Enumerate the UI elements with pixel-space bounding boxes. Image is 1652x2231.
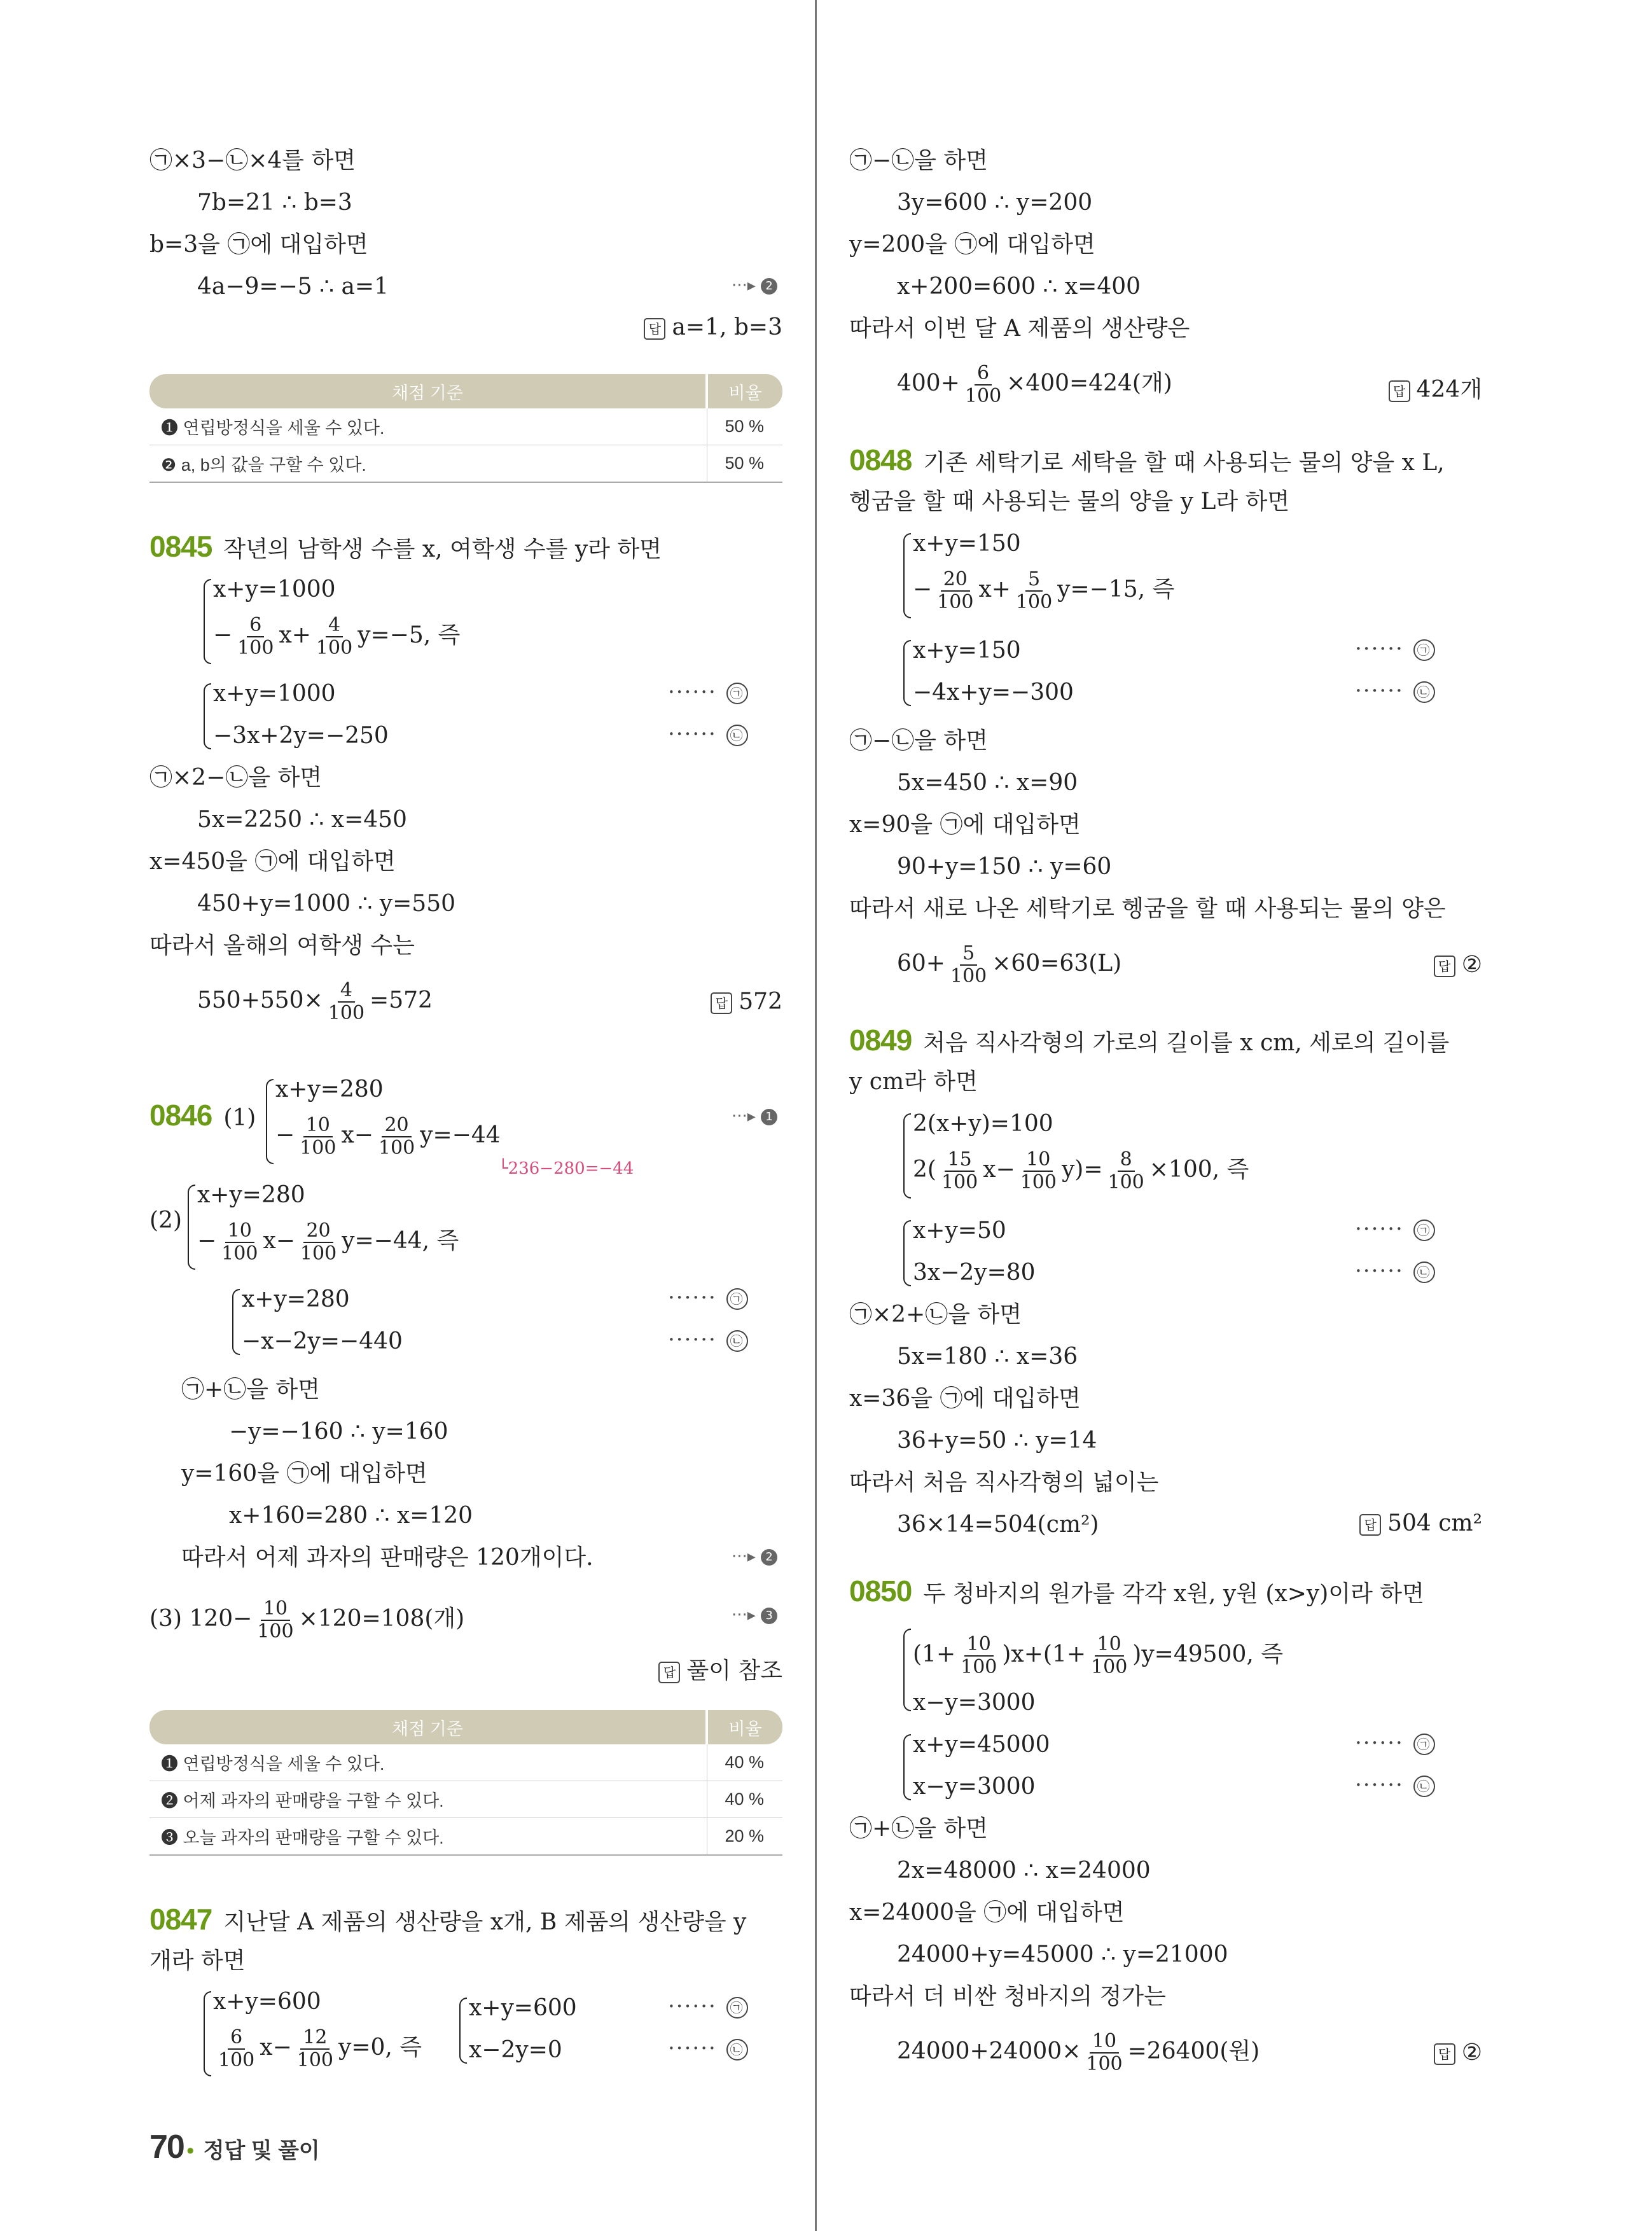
text-line: 5x=180 ∴ x=36 <box>897 1344 1078 1370</box>
answer-0849: 답 504 cm² <box>1359 1510 1482 1536</box>
page-number: 70 <box>149 2129 184 2165</box>
system-brace <box>204 579 211 664</box>
equation: x+y=150 <box>913 531 1021 557</box>
answer-icon: 답 <box>658 1662 680 1683</box>
text-line: 36×14=504(cm²) <box>897 1512 1099 1538</box>
equation: x−y=3000 <box>913 1690 1036 1716</box>
eq-label: ······ ㉠ <box>1355 1730 1436 1756</box>
text-line: 36+y=50 ∴ y=14 <box>897 1428 1097 1454</box>
equation: x+y=600 <box>213 1989 321 2015</box>
text-line: 7b=21 ∴ b=3 <box>197 190 352 216</box>
text-line: 헹굼을 할 때 사용되는 물의 양을 y L라 하면 <box>849 489 1290 515</box>
text-line: x+160=280 ∴ x=120 <box>229 1503 473 1529</box>
equation: (3) 120− $\frac{10}{100}$ ×120=108(개) <box>149 1597 465 1643</box>
table-header-ratio: 비율 <box>707 374 782 408</box>
equation: 60+ $\frac{5}{100}$ ×60=63(L) <box>897 942 1122 987</box>
text-line: y=160을 ㉠에 대입하면 <box>181 1461 427 1487</box>
text-line: 24000+y=45000 ∴ y=21000 <box>897 1942 1228 1968</box>
text-line: 따라서 이번 달 A 제품의 생산량은 <box>849 316 1190 342</box>
equation: − $\frac{10}{100}$ x− $\frac{20}{100}$ y=−44 <box>275 1114 501 1159</box>
system-brace <box>903 1734 911 1800</box>
equation: −4x+y=−300 <box>913 679 1074 705</box>
text-line: 90+y=150 ∴ y=60 <box>897 854 1112 880</box>
eq-label: ······ ㉡ <box>1355 678 1436 704</box>
equation: x+y=600 <box>469 1995 577 2021</box>
equation: 24000+24000× $\frac{10}{100}$ =26400(원) <box>897 2030 1260 2075</box>
eq-label: ······ ㉠ <box>668 1285 749 1310</box>
eq-label: ······ ㉡ <box>668 721 749 747</box>
text-line: 따라서 처음 직사각형의 넓이는 <box>849 1470 1159 1496</box>
answer-0845: 답 572 <box>711 989 782 1015</box>
equation: − $\frac{20}{100}$ x+ $\frac{5}{100}$ y=−15, 즉 <box>913 568 1175 613</box>
system-brace <box>903 533 911 618</box>
table-row: ❶ 연립방정식을 세울 수 있다. 50 % <box>149 408 782 445</box>
text-line: x=450을 ㉠에 대입하면 <box>149 849 396 875</box>
eq-label: ······ ㉡ <box>668 2036 749 2061</box>
text-line: 5x=450 ∴ x=90 <box>897 770 1078 796</box>
system-brace <box>188 1185 195 1270</box>
equation: x+y=50 <box>913 1218 1006 1244</box>
grading-table-2 <box>149 1710 782 1856</box>
equation: x−2y=0 <box>469 2037 562 2063</box>
step-marker-1: ···▸ 1 <box>732 1107 777 1126</box>
system-brace <box>266 1079 274 1164</box>
problem-0849-heading: 0849 처음 직사각형의 가로의 길이를 x cm, 세로의 길이를 <box>849 1024 1450 1057</box>
table-header-criteria: 채점 기준 <box>149 374 707 408</box>
footer-label: 정답 및 풀이 <box>203 2139 320 2163</box>
equation: −x−2y=−440 <box>242 1328 403 1354</box>
table-row: ❶ 연립방정식을 세울 수 있다. 40 % <box>149 1744 782 1781</box>
table-header-ratio: 비율 <box>707 1710 782 1744</box>
table-row: ❸ 오늘 과자의 판매량을 구할 수 있다. 20 % <box>149 1818 782 1856</box>
text-line: x=24000을 ㉠에 대입하면 <box>849 1900 1125 1926</box>
table-header-criteria: 채점 기준 <box>149 1710 707 1744</box>
text-line: x=36을 ㉠에 대입하면 <box>849 1386 1081 1412</box>
text-line: 5x=2250 ∴ x=450 <box>197 807 407 833</box>
text-line: ㉠×3−㉡×4를 하면 <box>149 148 356 174</box>
equation: x+y=1000 <box>213 576 336 602</box>
text-line: 3y=600 ∴ y=200 <box>897 190 1093 216</box>
system-brace <box>459 1998 467 2064</box>
answer-icon: 답 <box>1434 2043 1455 2065</box>
equation: x−y=3000 <box>913 1774 1036 1800</box>
text-line: y cm라 하면 <box>849 1069 978 1095</box>
answer-0850: 답 ② <box>1434 2040 1482 2066</box>
problem-0845-heading: 0845 작년의 남학생 수를 x, 여학생 수를 y라 하면 <box>149 530 662 563</box>
text-line: 개라 하면 <box>149 1948 246 1974</box>
page-footer: 70 • 정답 및 풀이 <box>149 2129 320 2165</box>
system-brace <box>903 640 911 706</box>
text-line: ㉠×2+㉡을 하면 <box>849 1302 1022 1328</box>
annotation-note: └236−280=−44 <box>498 1159 634 1178</box>
text-line: ㉠−㉡을 하면 <box>849 148 988 174</box>
text-line: −y=−160 ∴ y=160 <box>229 1419 448 1445</box>
system-brace <box>204 683 211 749</box>
system-brace <box>232 1289 240 1355</box>
equation: −3x+2y=−250 <box>213 723 389 749</box>
eq-label: ······ ㉡ <box>1355 1258 1436 1284</box>
eq-label: ······ ㉡ <box>1355 1772 1436 1798</box>
text-line: 따라서 새로 나온 세탁기로 헹굼을 할 때 사용되는 물의 양은 <box>849 896 1446 922</box>
answer-845-prev: 답 a=1, b=3 <box>644 314 782 340</box>
answer-icon: 답 <box>1434 956 1455 977</box>
text-line: 4a−9=−5 ∴ a=1 <box>197 274 389 300</box>
problem-0848-heading: 0848 기존 세탁기로 세탁을 할 때 사용되는 물의 양을 x L, <box>849 443 1445 476</box>
text-line: 따라서 올해의 여학생 수는 <box>149 933 415 959</box>
step-marker-3: ···▸ 3 <box>732 1606 777 1625</box>
text-line: ㉠+㉡을 하면 <box>849 1816 988 1842</box>
answer-icon: 답 <box>1389 380 1410 402</box>
answer-0846: 답 풀이 참조 <box>658 1653 782 1685</box>
table-row: ❷ a, b의 값을 구할 수 있다. 50 % <box>149 445 782 483</box>
equation: 400+ $\frac{6}{100}$ ×400=424(개) <box>897 362 1172 407</box>
part-label: (2) <box>149 1207 182 1234</box>
eq-label: ······ ㉠ <box>1355 636 1436 662</box>
text-line: b=3을 ㉠에 대입하면 <box>149 232 368 258</box>
answer-0847: 답 424개 <box>1389 372 1483 404</box>
eq-label: ······ ㉡ <box>668 1327 749 1352</box>
problem-0847-heading: 0847 지난달 A 제품의 생산량을 x개, B 제품의 생산량을 y <box>149 1903 747 1936</box>
text-line: 450+y=1000 ∴ y=550 <box>197 891 456 917</box>
text-line: ㉠×2−㉡을 하면 <box>149 765 323 791</box>
system-brace <box>903 1629 911 1711</box>
system-brace <box>204 1991 211 2076</box>
text-line: ㉠−㉡을 하면 <box>849 728 988 754</box>
equation: $\frac{6}{100}$ x− $\frac{12}{100}$ y=0, 즉 <box>218 2026 422 2071</box>
grading-table-1 <box>149 374 782 483</box>
answer-icon: 답 <box>644 318 665 340</box>
equation: 2(x+y)=100 <box>913 1111 1053 1137</box>
problem-0846-heading: 0846 (1) <box>149 1099 256 1132</box>
text-line: x+200=600 ∴ x=400 <box>897 274 1141 300</box>
equation: 550+550× $\frac{4}{100}$ =572 <box>197 979 433 1024</box>
step-marker-2: ···▸ 2 <box>732 276 777 295</box>
text-line: ㉠+㉡을 하면 <box>181 1377 320 1403</box>
equation: 2( $\frac{15}{100}$ x− $\frac{10}{100}$ y)= $\frac{8}{100}$ ×100, 즉 <box>913 1148 1249 1193</box>
equation: x+y=280 <box>242 1286 350 1312</box>
equation: x+y=150 <box>913 637 1021 664</box>
equation: − $\frac{6}{100}$ x+ $\frac{4}{100}$ y=−5, 즉 <box>213 614 461 659</box>
text-line: x=90을 ㉠에 대입하면 <box>849 812 1081 838</box>
text-line: 2x=48000 ∴ x=24000 <box>897 1858 1151 1884</box>
system-brace <box>903 1113 911 1199</box>
equation: − $\frac{10}{100}$ x− $\frac{20}{100}$ y=−44, 즉 <box>197 1220 459 1265</box>
equation: 3x−2y=80 <box>913 1260 1036 1286</box>
step-marker-2: ···▸ 2 <box>732 1547 777 1566</box>
text-line: y=200을 ㉠에 대입하면 <box>849 232 1095 258</box>
eq-label: ······ ㉠ <box>1355 1216 1436 1242</box>
equation: x+y=1000 <box>213 681 336 707</box>
answer-icon: 답 <box>711 992 732 1014</box>
answer-0848: 답 ② <box>1434 952 1482 978</box>
equation: x+y=280 <box>275 1076 384 1102</box>
system-brace <box>903 1220 911 1286</box>
answer-icon: 답 <box>1359 1514 1381 1536</box>
equation: x+y=45000 <box>913 1732 1050 1758</box>
table-row: ❷ 어제 과자의 판매량을 구할 수 있다. 40 % <box>149 1781 782 1818</box>
text-line: 따라서 더 비싼 청바지의 정가는 <box>849 1984 1166 2010</box>
eq-label: ······ ㉠ <box>668 679 749 705</box>
text-line: 따라서 어제 과자의 판매량은 120개이다. <box>181 1545 593 1571</box>
equation: x+y=280 <box>197 1182 305 1208</box>
problem-0850-heading: 0850 두 청바지의 원가를 각각 x원, y원 (x>y)이라 하면 <box>849 1574 1424 1608</box>
column-divider <box>815 0 817 2231</box>
eq-label: ······ ㉠ <box>668 1994 749 2019</box>
equation: (1+ $\frac{10}{100}$ )x+(1+ $\frac{10}{100}$ )y=49500, 즉 <box>913 1633 1284 1678</box>
